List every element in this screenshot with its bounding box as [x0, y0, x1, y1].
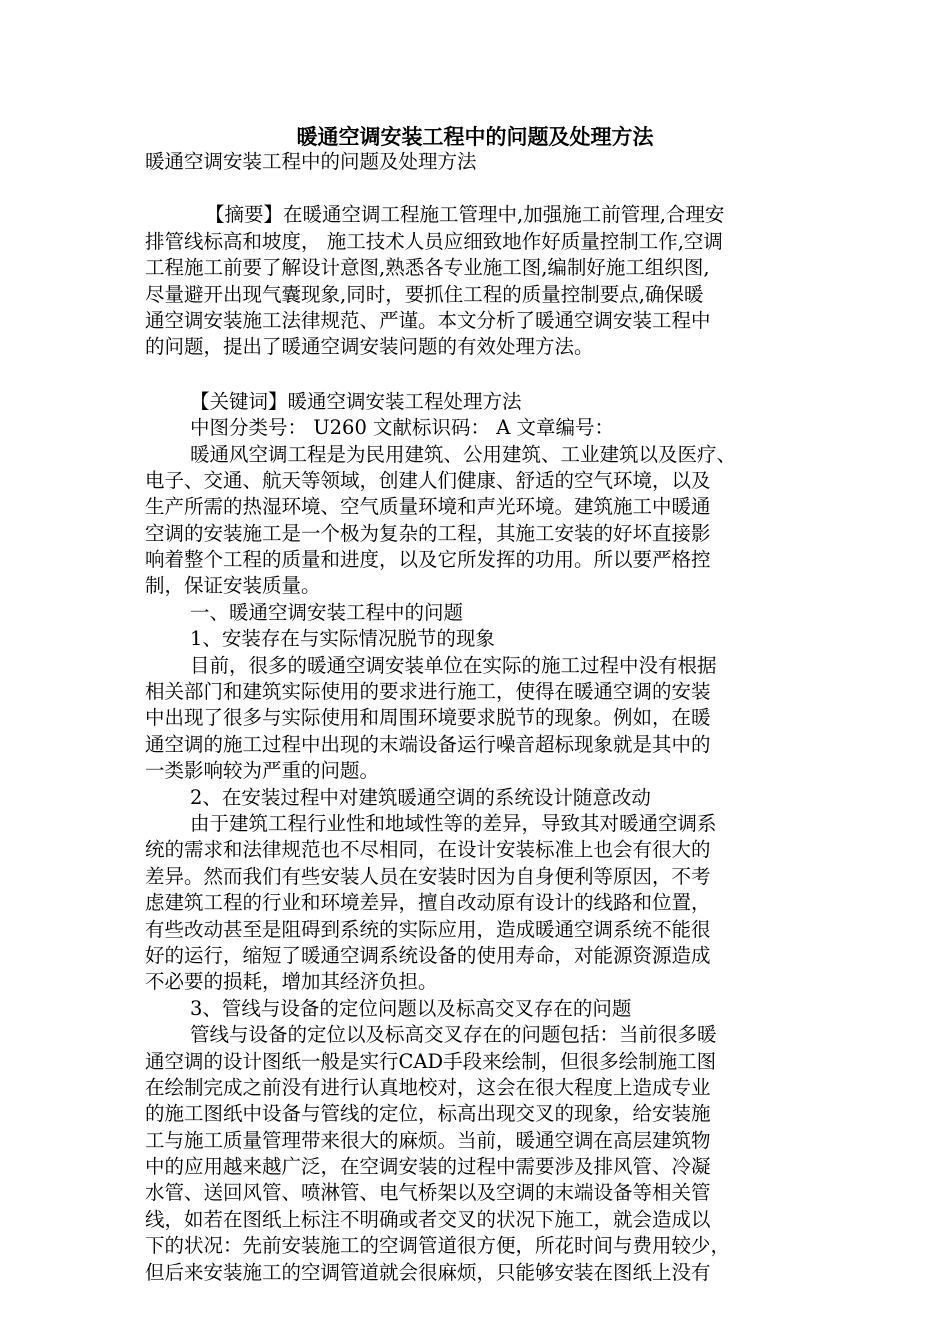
- paragraph-line: 由于建筑工程行业性和地域性等的差异，导致其对暖通空调系: [190, 811, 717, 835]
- paragraph-line: 制，保证安装质量。: [145, 574, 321, 598]
- document-body: [145, 149, 825, 1286]
- paragraph-line: 的施工图纸中设备与管线的定位，标高出现交叉的现象，给安装施: [145, 1102, 711, 1126]
- abstract-line: 通空调安装施工法律规范、严谨。本文分析了暖通空调安装工程中: [145, 308, 711, 332]
- paragraph-line: 差异。然而我们有些安装人员在安装时因为自身便利等原因，不考: [145, 864, 711, 888]
- paragraph-line: 但后来安装施工的空调管道就会很麻烦，只能够安装在图纸上没有: [145, 1260, 711, 1284]
- paragraph-line: 线，如若在图纸上标注不明确或者交叉的状况下施工，就会造成以: [145, 1207, 711, 1231]
- subsection-1-paragraph: [145, 653, 825, 785]
- paragraph-line: 相关部门和建筑实际使用的要求进行施工，使得在暖通空调的安装: [145, 680, 711, 704]
- paragraph-line: 中的应用越来越广泛，在空调安装的过程中需要涉及排风管、冷凝: [145, 1155, 711, 1179]
- subsection-2-paragraph: [145, 811, 825, 996]
- paragraph-line: 下的状况：先前安装施工的空调管道很方便，所花时间与费用较少，: [145, 1234, 731, 1258]
- keywords-line: 【关键词】暖通空调安装工程处理方法: [190, 389, 522, 413]
- paragraph-line: 好的运行，缩短了暖通空调系统设备的使用寿命，对能源资源造成: [145, 943, 711, 967]
- abstract-line: 工程施工前要了解设计意图,熟悉各专业施工图,编制好施工组织图,: [145, 256, 710, 280]
- paragraph-line: 空调的安装施工是一个极为复杂的工程，其施工安装的好坏直接影: [145, 521, 711, 545]
- paragraph-line: 通空调的施工过程中出现的末端设备运行噪音超标现象就是其中的: [145, 732, 711, 756]
- blank-line: [145, 175, 825, 202]
- paragraph-line: 在绘制完成之前没有进行认真地校对，这会在很大程度上造成专业: [145, 1075, 711, 1099]
- paragraph-line: 电子、交通、航天等领域，创建人们健康、舒适的空气环境，以及: [145, 468, 711, 492]
- paragraph-line: 生产所需的热湿环境、空气质量环境和声光环境。建筑施工中暖通: [145, 495, 711, 519]
- paragraph-line: 响着整个工程的质量和进度，以及它所发挥的功用。所以要严格控: [145, 548, 711, 572]
- paragraph-line: 一类影响较为严重的问题。: [145, 759, 380, 783]
- classification-line: 中图分类号： U260 文献标识码： A 文章编号：: [190, 416, 615, 440]
- document-subtitle: 暖通空调安装工程中的问题及处理方法: [145, 150, 477, 173]
- paragraph-line: 工与施工质量管理带来很大的麻烦。当前，暖通空调在高层建筑物: [145, 1128, 711, 1152]
- paragraph-line: 水管、送回风管、喷淋管、电气桥架以及空调的末端设备等相关管: [145, 1181, 711, 1205]
- section-heading: 一、暖通空调安装工程中的问题: [190, 600, 464, 624]
- paragraph-line: 不必要的损耗，增加其经济负担。: [145, 970, 438, 994]
- paragraph-line: 虑建筑工程的行业和环境差异，擅自改动原有设计的线路和位置，: [145, 891, 711, 915]
- intro-paragraph: [145, 442, 825, 600]
- subsection-heading: 3、管线与设备的定位问题以及标高交叉存在的问题: [190, 996, 632, 1020]
- paragraph-line: 管线与设备的定位以及标高交叉存在的问题包括：当前很多暖: [190, 1023, 717, 1047]
- paragraph-line: 统的需求和法律规范也不尽相同，在设计安装标准上也会有很大的: [145, 838, 711, 862]
- abstract-line: 尽量避开出现气囊现象,同时，要抓住工程的质量控制要点,确保暖: [145, 282, 704, 306]
- blank-line: [145, 361, 825, 389]
- abstract-block: [145, 202, 825, 360]
- document-title: 暖通空调安装工程中的问题及处理方法: [296, 124, 654, 149]
- subsection-3-paragraph: [145, 1022, 825, 1286]
- subsection-heading: 1、安装存在与实际情况脱节的现象: [190, 627, 495, 651]
- paragraph-line: 有些改动甚至是阻碍到系统的实际应用，造成暖通空调系统不能很: [145, 917, 711, 941]
- abstract-line: 的问题，提出了暖通空调安装问题的有效处理方法。: [145, 335, 594, 359]
- abstract-line: 【摘要】在暖通空调工程施工管理中,加强施工前管理,合理安: [205, 203, 725, 227]
- paragraph-line: 通空调的设计图纸一般是实行CAD手段来绘制，但很多绘制施工图: [145, 1049, 717, 1073]
- subsection-heading: 2、在安装过程中对建筑暖通空调的系统设计随意改动: [190, 785, 651, 809]
- paragraph-line: 暖通风空调工程是为民用建筑、公用建筑、工业建筑以及医疗、: [190, 442, 737, 466]
- abstract-line: 排管线标高和坡度， 施工技术人员应细致地作好质量控制工作,空调: [145, 229, 723, 253]
- paragraph-line: 中出现了很多与实际使用和周围环境要求脱节的现象。例如，在暖: [145, 706, 711, 730]
- paragraph-line: 目前，很多的暖通空调安装单位在实际的施工过程中没有根据: [190, 653, 717, 677]
